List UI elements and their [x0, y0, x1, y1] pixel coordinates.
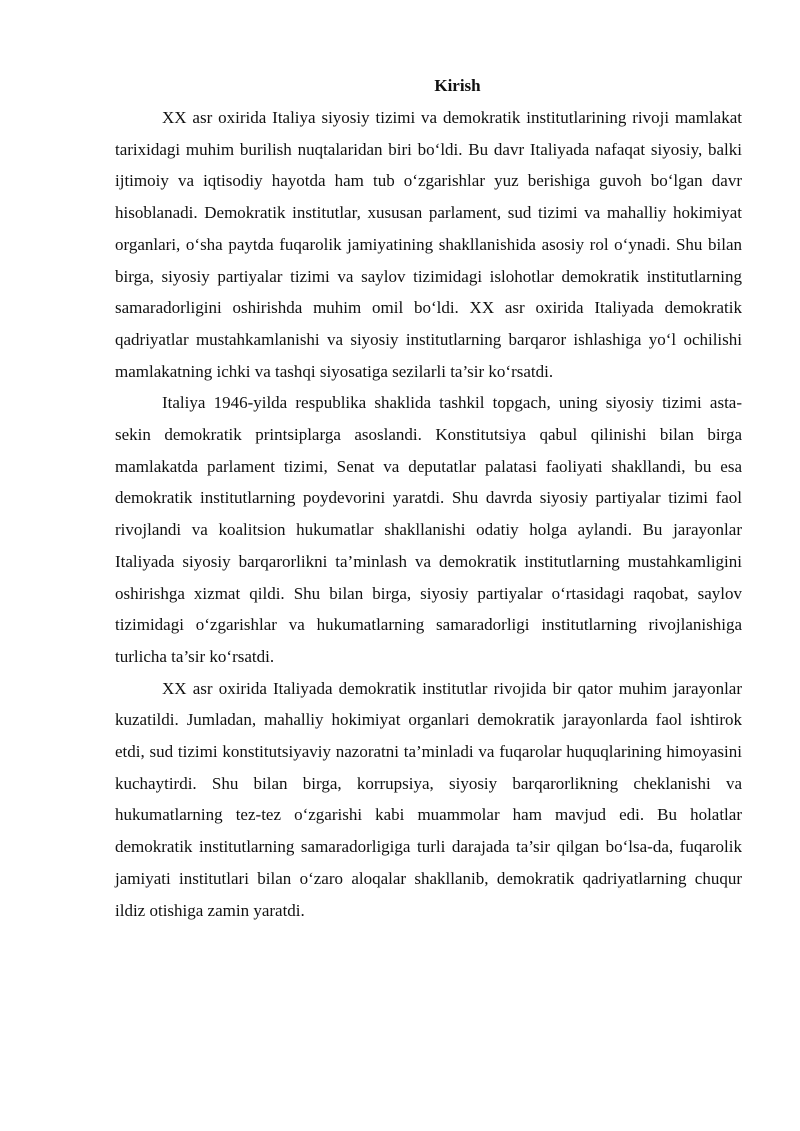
document-body: [115, 72, 742, 926]
paragraph-1: XX asr oxirida Italiya siyosiy tizimi va demokratik institutlarining rivoji mamlakat tarixidagi muhim burilish nuqtalaridan biri bo‘ldi. Bu davr Italiyada nafaqat siyosiy, balki ijtimoiy va iqtisodiy hayotda ham tub o‘zgarishlar yuz berishiga guvoh bo‘lgan davr hisoblanadi. Demokratik institutlar, xususan parlament, sud tizimi va mahalliy hokimiyat organlari, o‘sha paytda fuqarolik jamiyatining shakllanishida asosiy rol o‘ynadi. Shu bilan birga, siyosiy partiyalar tizimi va saylov tizimidagi islohotlar demokratik institutlarning samaradorligini oshirishda muhim omil bo‘ldi. XX asr oxirida Italiyada demokratik qadriyatlar mustahkamlanishi va siyosiy institutlarning barqaror ishlashiga yo‘l ochilishi mamlakatning ichki va tashqi siyosatiga sezilarli ta’sir ko‘rsatdi.: [115, 108, 742, 381]
section-title: Kirish: [434, 76, 481, 95]
paragraph-3: XX asr oxirida Italiyada demokratik institutlar rivojida bir qator muhim jarayonlar kuzatildi. Jumladan, mahalliy hokimiyat organlari demokratik jarayonlarda faol ishtirok etdi, sud tizimi konstitutsiyaviy nazoratni ta’minladi va fuqarolar huquqlarining himoyasini kuchaytirdi. Shu bilan birga, korrupsiya, siyosiy barqarorlikning cheklanishi va hukumatlarning tez-tez o‘zgarishi kabi muammolar ham mavjud edi. Bu holatlar demokratik institutlarning samaradorligiga turli darajada ta’sir qilgan bo‘lsa-da, fuqarolik jamiyati institutlari bilan o‘zaro aloqalar shakllanib, demokratik qadriyatlarning chuqur ildiz otishiga zamin yaratdi.: [115, 678, 742, 920]
paragraph-2: Italiya 1946-yilda respublika shaklida tashkil topgach, uning siyosiy tizimi asta-sekin demokratik printsiplarga asoslandi. Konstitutsiya qabul qilinishi bilan birga mamlakatda parlament tizimi, Senat va deputatlar palatasi faoliyati shakllandi, bu esa demokratik institutlarning poydevorini yaratdi. Shu davrda siyosiy partiyalar tizimi faol rivojlandi va koalitsion hukumatlar shakllanishi odatiy holga aylandi. Bu jarayonlar Italiyada siyosiy barqarorlikni ta’minlash va demokratik institutlarning mustahkamligini oshirishga xizmat qildi. Shu bilan birga, siyosiy partiyalar o‘rtasidagi raqobat, saylov tizimidagi o‘zgarishlar va hukumatlarning samaradorligi institutlarning rivojlanishiga turlicha ta’sir ko‘rsatdi.: [115, 393, 742, 666]
